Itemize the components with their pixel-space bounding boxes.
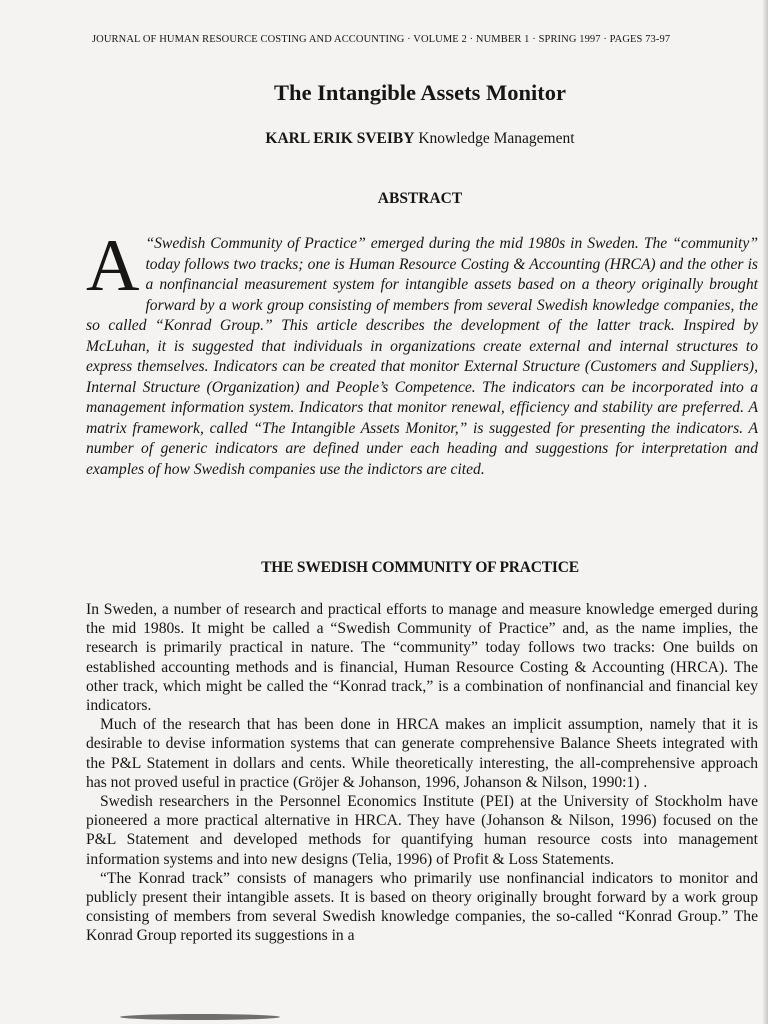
body-paragraph: Swedish researchers in the Personnel Economics Institute (PEI) at the University of Stockholm have pioneered a more practical alternative in HRCA. They have (Johanson & Nilson, 1996) focused on the P&L Statement and developed methods for quantifying human resource costs into management information systems and into new designs (Telia, 1996) of Profit & Loss Statements.: [86, 793, 758, 868]
abstract-heading: ABSTRACT: [377, 190, 463, 207]
abstract-body: “Swedish Community of Practice” emerged during the mid 1980s in Sweden. The “community” today follows two tracks; one is Human Resource Costing & Accounting (HRCA) and the other is a nonfinancial measurement system for intangible assets based on a theory originally brought forward by a work group consisting of members from several Swedish knowledge companies, the so called “Konrad Group.” This article describes the development of the latter track. Inspired by McLuhan, it is suggested that individuals in organizations create external and internal structures to express themselves. Indicators can be created that monitor External Structure (Customers and Suppliers), Internal Structure (Organization) and People’s Competence. The indicators can be incorporated into a management information system. Indicators that monitor renewal, efficiency and stability are preferred. A matrix framework, called “The Intangible Assets Monitor,” is suggested for presenting the indicators. A number of generic indicators are defined under each heading and suggestions for interpretation and examples of how Swedish companies use the indictors are cited.: [86, 235, 758, 478]
page-edge-shadow: [762, 0, 768, 1024]
article-title: The Intangible Assets Monitor: [274, 80, 566, 105]
abstract-text: [86, 225, 758, 480]
section-body: [86, 600, 758, 946]
author-affiliation: Knowledge Management: [418, 130, 575, 147]
body-paragraph: Much of the research that has been done in HRCA makes an implicit assumption, namely that it is desirable to devise information systems that can generate comprehensive Balance Sheets integrated with the P&L Statement in dollars and cents. While theoretically interesting, the all-comprehensive approach has not proved useful in practice (Gröjer & Johanson, 1996, Johanson & Nilson, 1990:1) .: [86, 716, 758, 791]
running-head: JOURNAL OF HUMAN RESOURCE COSTING AND ACCOUNTING · VOLUME 2 · NUMBER 1 · SPRING 1997 · PAGES 73-97: [92, 34, 671, 45]
scan-smudge: [120, 1014, 280, 1020]
body-paragraph: “The Konrad track” consists of managers who primarily use nonfinancial indicators to monitor and publicly present their intangible assets. It is based on theory originally brought forward by a work group consisting of members from several Swedish knowledge companies, the so-called “Konrad Group.” The Konrad Group reported its suggestions in a: [86, 869, 758, 945]
byline: [0, 130, 768, 148]
section-heading: THE SWEDISH COMMUNITY OF PRACTICE: [261, 559, 579, 576]
body-paragraph: In Sweden, a number of research and practical efforts to manage and measure knowledge emerged during the mid 1980s. It might be called a “Swedish Community of Practice” and, as the name implies, the research is primarily practical in nature. The “community” today follows two tracks: One builds on established accounting methods and is financial, Human Resource Costing & Accounting (HRCA). The other track, which might be called the “Konrad track,” is a combination of nonfinancial and financial key indicators.: [86, 601, 758, 715]
author-name: KARL ERIK SVEIBY: [265, 130, 415, 147]
drop-cap: A: [86, 225, 140, 307]
